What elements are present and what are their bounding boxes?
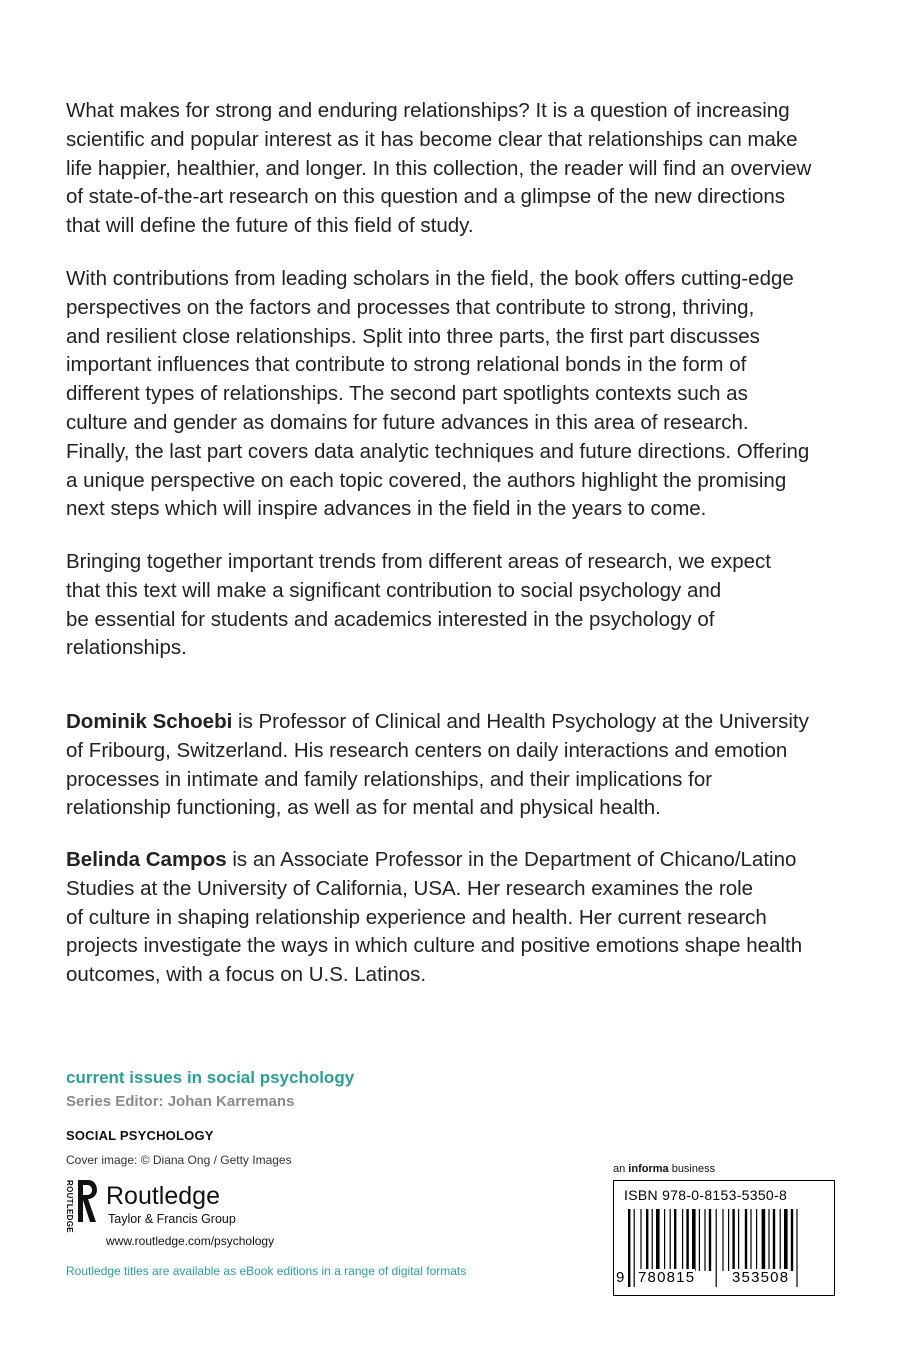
barcode-bar (791, 1209, 793, 1271)
barcode-lead-digit: 9 (616, 1269, 626, 1286)
text-line: Finally, the last part covers data analytic techniques and future directions. Offering (66, 439, 810, 463)
text-line: that will define the future of this field of study. (66, 214, 474, 238)
barcode-bar (732, 1209, 734, 1271)
barcode-bar (750, 1209, 751, 1271)
cover-credit: Cover image: © Diana Ong / Getty Images (66, 1153, 292, 1167)
barcode-bar (674, 1209, 676, 1271)
barcode-bar (709, 1209, 711, 1271)
publisher-website[interactable]: www.routledge.com/psychology (106, 1234, 275, 1248)
text-line: outcomes, with a focus on U.S. Latinos. (66, 963, 427, 987)
barcode-bar (784, 1209, 788, 1271)
informa-prefix: an (613, 1163, 629, 1175)
barcode-bar (716, 1209, 717, 1287)
author-bio-text: is Professor of Clinical and Health Psychology at the University (232, 710, 809, 733)
text-line (66, 708, 809, 737)
logo-vertical-wordmark (62, 1180, 74, 1232)
text-line: scientific and popular interest as it has become clear that relationships can make (66, 127, 798, 151)
barcode-bar (773, 1209, 775, 1271)
routledge-r-icon (76, 1178, 98, 1224)
isbn-barcode (613, 1180, 835, 1296)
author-bio-campos (66, 846, 802, 990)
publisher-group: Taylor & Francis Group (108, 1212, 236, 1226)
text-line (66, 846, 802, 875)
ebook-note: Routledge titles are available as eBook editions in a range of digital formats (66, 1264, 467, 1278)
series-editor: Series Editor: Johan Karremans (66, 1093, 295, 1110)
barcode-bar (704, 1209, 705, 1271)
informa-brand: informa (628, 1163, 669, 1175)
description-paragraph-1 (66, 97, 811, 241)
barcode-bar (780, 1209, 781, 1271)
text-line: different types of relationships. The second part spotlights contexts such as (66, 382, 748, 406)
logo-vertical-text: ROUTLEDGE (65, 1180, 74, 1233)
barcode-bar (646, 1209, 648, 1271)
barcode-bar (664, 1209, 665, 1271)
text-line: perspectives on the factors and processes that contribute to strong, thriving, (66, 295, 755, 319)
barcode-bar (682, 1209, 683, 1271)
text-line: life happier, healthier, and longer. In this collection, the reader will find an overview (66, 156, 812, 180)
barcode-bar (756, 1209, 757, 1271)
barcode-bar (640, 1209, 641, 1271)
text-line: of culture in shaping relationship experience and health. Her current research (66, 905, 767, 929)
barcode-bar (692, 1209, 696, 1271)
barcode-bar (768, 1209, 769, 1271)
text-line: next steps which will inspire advances in the field in the years to come. (66, 497, 707, 521)
author-bio-text: is an Associate Professor in the Department of Chicano/Latino (226, 848, 797, 871)
text-line: important influences that contribute to strong relational bonds in the form of (66, 353, 747, 377)
barcode-bar (738, 1209, 739, 1271)
description-paragraph-3 (66, 548, 771, 663)
text-line: be essential for students and academics interested in the psychology of (66, 607, 715, 631)
barcode-bar (699, 1209, 700, 1271)
barcode-bar (656, 1209, 660, 1271)
text-line: Studies at the University of California, USA. Her research examines the role (66, 876, 754, 900)
barcode-bar (762, 1209, 766, 1271)
text-line: relationship functioning, as well as for mental and physical health. (66, 796, 661, 820)
text-line: of Fribourg, Switzerland. His research centers on daily interactions and emotion (66, 738, 788, 762)
text-line: relationships. (66, 636, 187, 660)
text-line: projects investigate the ways in which culture and positive emotions shape health (66, 934, 803, 958)
barcode-bar (628, 1209, 630, 1287)
text-line: What makes for strong and enduring relationships? It is a question of increasing (66, 99, 790, 122)
text-line: a unique perspective on each topic covered, the authors highlight the promising (66, 468, 787, 492)
barcode-left-digits: 780815 (638, 1269, 696, 1286)
text-line: Bringing together important trends from different areas of research, we expect (66, 550, 771, 573)
barcode-bar (796, 1209, 797, 1287)
informa-suffix: business (668, 1163, 716, 1175)
text-line: processes in intimate and family relationships, and their implications for (66, 767, 713, 791)
text-line: With contributions from leading scholars in the field, the book offers cutting-edge (66, 267, 794, 290)
barcode-bar (652, 1209, 653, 1271)
text-line: of state-of-the-art research on this question and a glimpse of the new directions (66, 185, 786, 209)
publisher-name: Routledge (106, 1182, 220, 1210)
text-line: that this text will make a significant contribution to social psychology and (66, 578, 722, 602)
routledge-logo (62, 1178, 322, 1238)
author-name: Belinda Campos (66, 848, 227, 871)
description-paragraph-2 (66, 265, 809, 524)
informa-business-label (613, 1163, 715, 1175)
barcode-bar (728, 1209, 729, 1271)
barcode-bar (686, 1209, 688, 1271)
barcode-bar (722, 1209, 723, 1271)
isbn-number: ISBN 978-0-8153-5350-8 (624, 1187, 788, 1203)
barcode-bar (745, 1209, 747, 1271)
barcode-right-digits: 353508 (732, 1269, 790, 1286)
author-bio-schoebi (66, 708, 809, 823)
text-line: and resilient close relationships. Split into three parts, the first part discusses (66, 324, 760, 348)
series-title: current issues in social psychology (66, 1068, 355, 1087)
barcode-bar (634, 1209, 635, 1287)
barcode-bar (670, 1209, 671, 1271)
text-line: culture and gender as domains for future advances in this area of research. (66, 410, 749, 434)
author-name: Dominik Schoebi (66, 710, 233, 733)
subject-category: SOCIAL PSYCHOLOGY (66, 1128, 214, 1143)
